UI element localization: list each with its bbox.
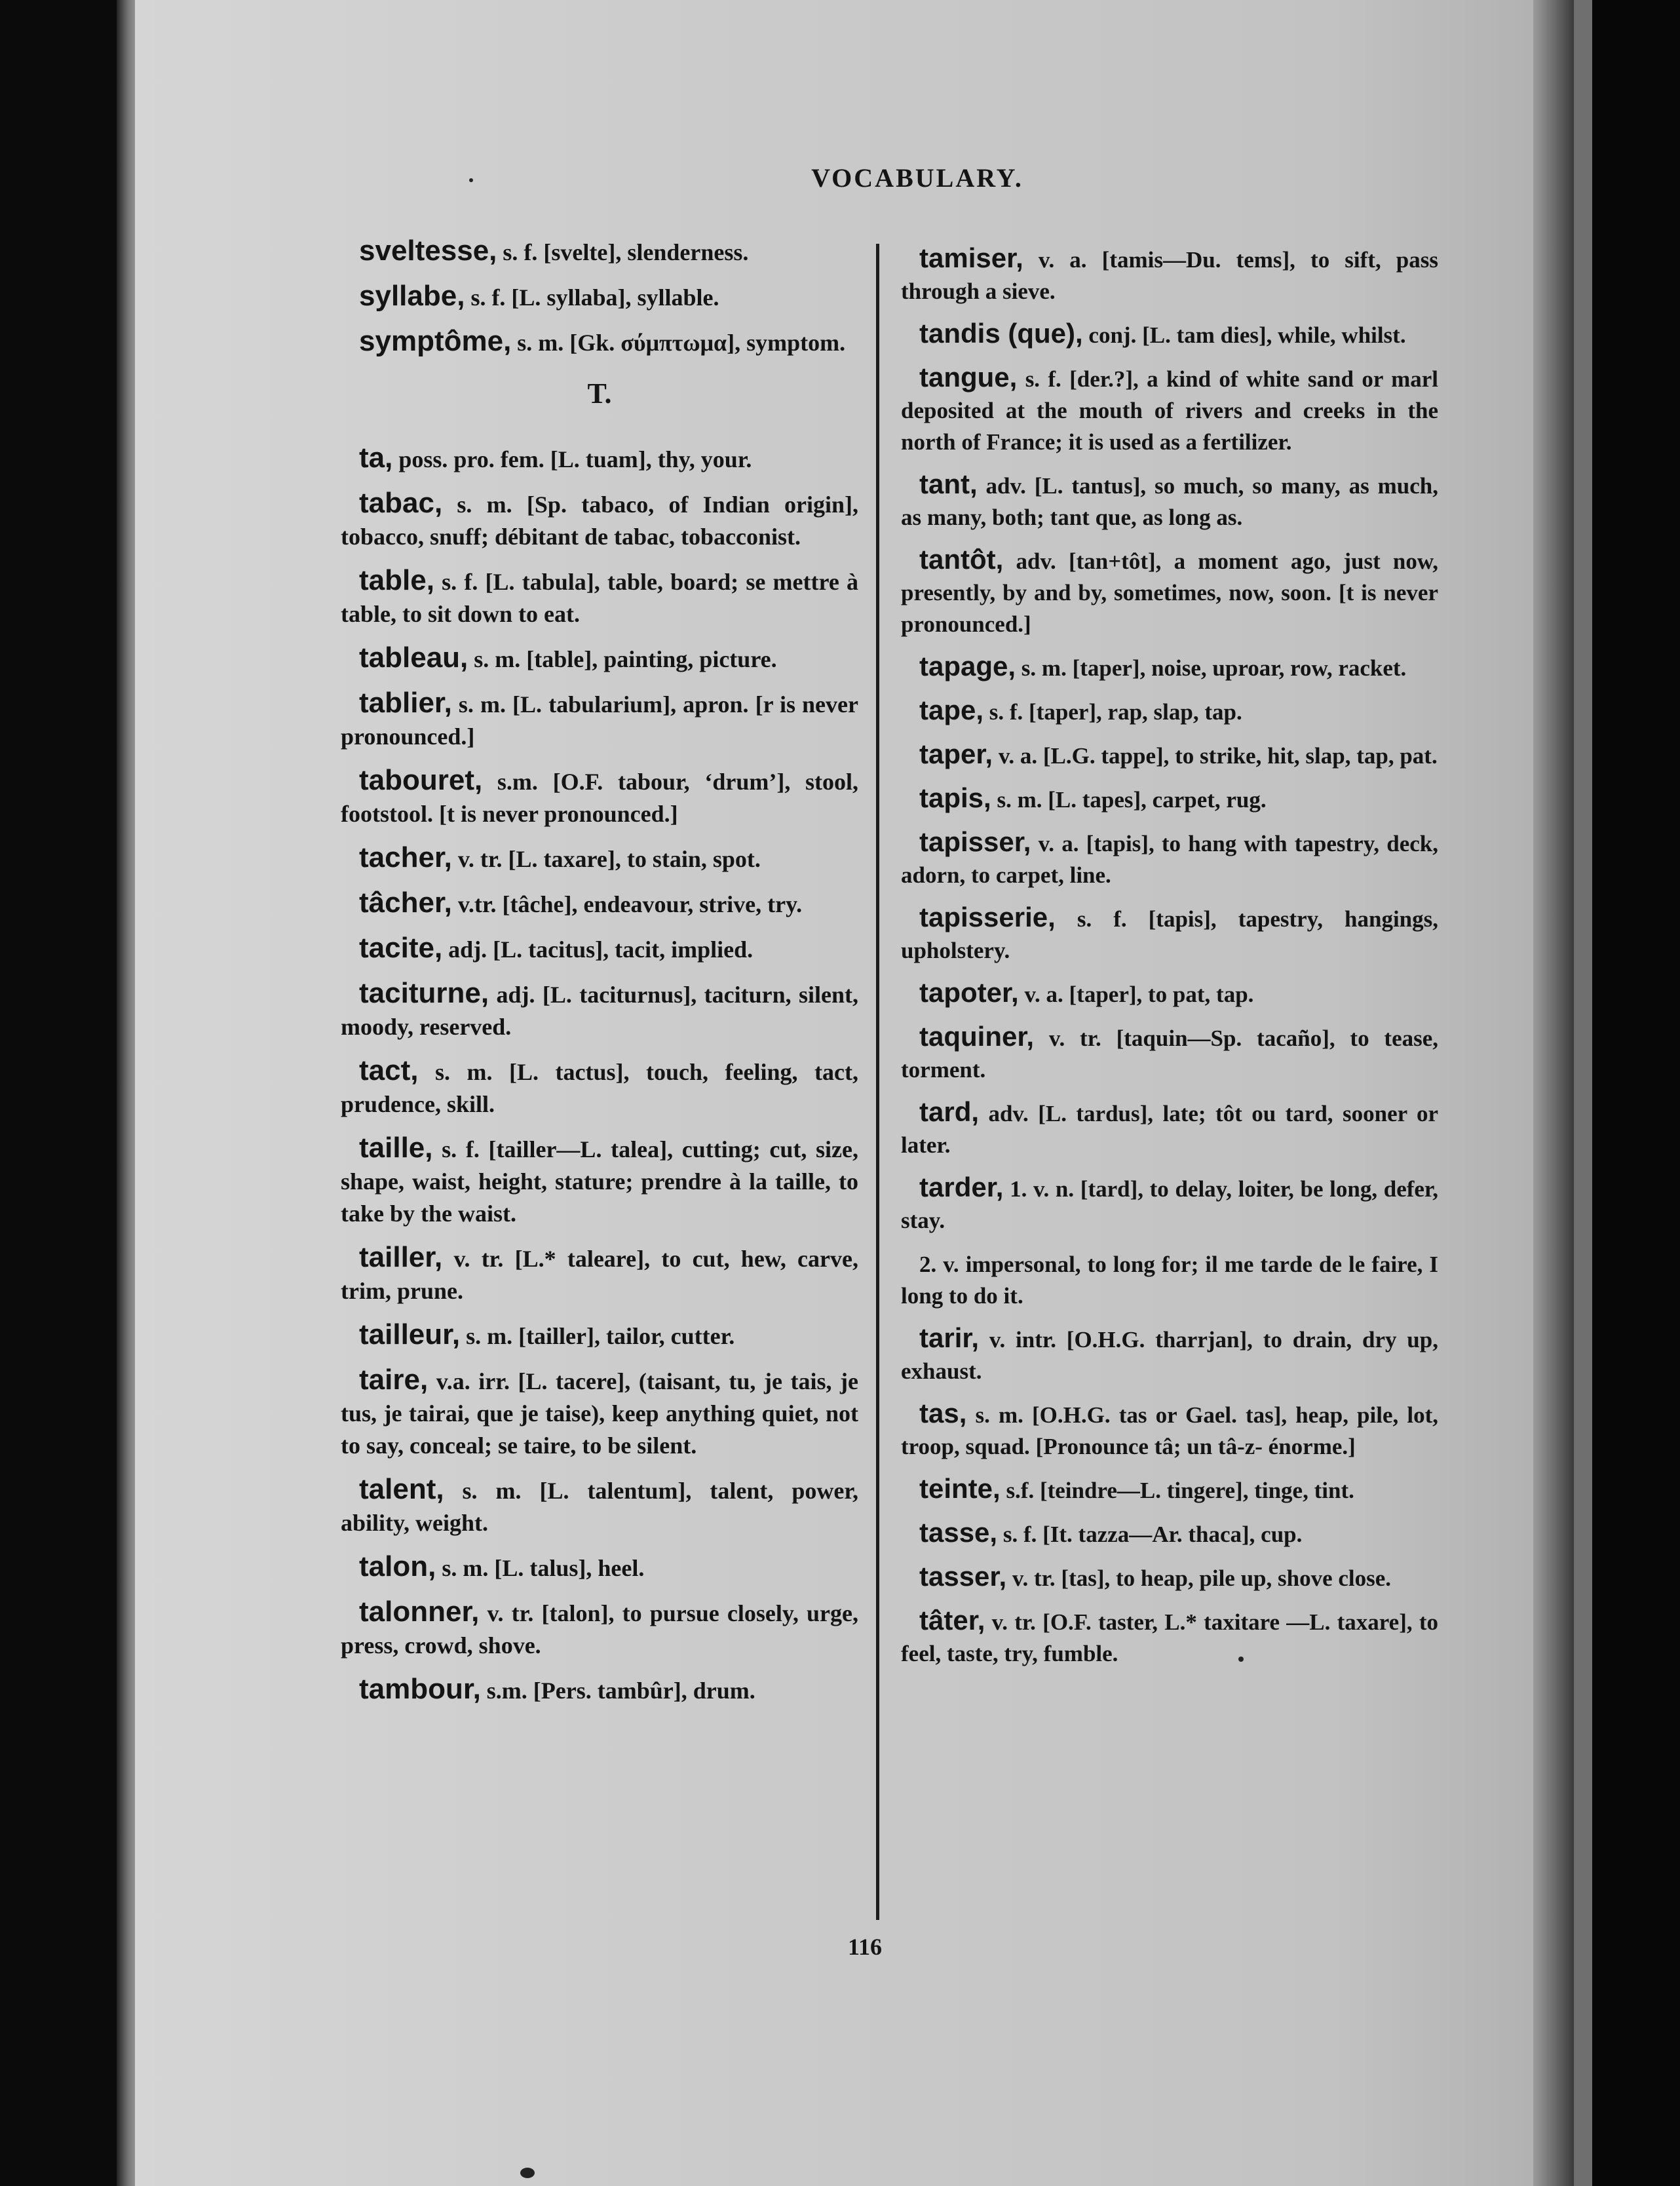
headword: tarder, (919, 1172, 1004, 1202)
headword: tapoter, (919, 977, 1019, 1008)
definition: v.a. irr. [L. tacere], (taisant, tu, je tais, je tus, je tairai, que je taise), keep anything quiet, not to say, conceal; se taire, to be silent. (341, 1368, 859, 1459)
dictionary-entry (341, 442, 858, 476)
definition: adj. [L. tacitus], tacit, implied. (448, 936, 754, 963)
dictionary-entry (341, 764, 858, 830)
headword: tape, (919, 695, 984, 725)
dictionary-entry (341, 887, 858, 921)
scan-margin (1592, 0, 1680, 2186)
paper-speck (1238, 1657, 1244, 1662)
definition: s. m. [table], painting, picture. (474, 646, 777, 672)
definition: s. m. [L. talus], heel. (442, 1555, 645, 1581)
dictionary-entry (901, 651, 1438, 684)
headword: tas, (919, 1398, 967, 1429)
dictionary-entry (341, 1318, 858, 1352)
definition: 1. v. n. [tard], to delay, loiter, be long, defer, stay. (901, 1176, 1439, 1233)
definition: v. tr. [O.F. taster, L.* taxitare —L. taxare], to feel, taste, try, fumble. (901, 1609, 1439, 1666)
dictionary-entry (901, 1473, 1438, 1506)
headword: tabac, (359, 487, 443, 519)
definition: s.m. [Pers. tambûr], drum. (486, 1678, 755, 1704)
definition: 2. v. impersonal, to long for; il me tarde de le faire, I long to do it. (901, 1252, 1438, 1309)
definition: s. m. [Gk. σύμπτωμα], symptom. (517, 330, 846, 356)
headword: syllabe, (359, 280, 465, 312)
headword: tapisserie, (919, 902, 1056, 932)
dictionary-entry (901, 1517, 1438, 1550)
headword: tapage, (919, 651, 1016, 681)
headword: tard, (919, 1096, 980, 1127)
dictionary-entry (341, 325, 858, 359)
headword: talent, (359, 1473, 444, 1505)
headword: tacite, (359, 932, 443, 964)
dictionary-entry (901, 318, 1438, 351)
dictionary-entry (341, 1550, 858, 1584)
dictionary-entry (341, 841, 858, 875)
dictionary-entry (901, 1322, 1438, 1387)
definition: v. tr. [taquin—Sp. tacaño], to tease, torment. (901, 1026, 1439, 1083)
definition: s. m. [O.H.G. tas or Gael. tas], heap, pile, lot, troop, squad. [Pronounce tâ; un tâ-z- énorme.] (901, 1402, 1439, 1459)
dictionary-entry (341, 1673, 858, 1707)
definition: v. a. [taper], to pat, tap. (1024, 982, 1254, 1007)
headword: tailleur, (359, 1318, 461, 1351)
definition: s. f. [tailler—L. talea], cutting; cut, size, shape, waist, height, stature; prendre à la taille, to take by the waist. (341, 1136, 859, 1227)
dictionary-entry (901, 1172, 1438, 1237)
dictionary-entry (341, 1132, 858, 1230)
definition: s. f. [der.?], a kind of white sand or marl deposited at the mouth of rivers and creeks in the north of France; it is used as a fertilizer. (901, 366, 1438, 455)
headword: tangue, (919, 362, 1018, 393)
headword: tamiser, (919, 242, 1023, 273)
definition: v. a. [tamis—Du. tems], to sift, pass through a sieve. (901, 247, 1439, 304)
definition: s.f. [teindre—L. tingere], tinge, tint. (1006, 1478, 1354, 1503)
letter-heading: T. (587, 377, 612, 410)
definition: adv. [tan+tôt], a moment ago, just now, presently, by and by, sometimes, now, soon. [t is never pronounced.] (901, 548, 1438, 637)
binding-shadow (1533, 0, 1574, 2186)
definition: poss. pro. fem. [L. tuam], thy, your. (398, 446, 752, 472)
dictionary-entry (901, 1605, 1438, 1670)
headword: taper, (919, 738, 993, 769)
definition: v. tr. [L. taxare], to stain, spot. (457, 846, 761, 872)
definition: s. m. [Sp. tabaco, of Indian origin], tobacco, snuff; débitant de tabac, tobacconist. (341, 491, 858, 550)
headword: taquiner, (919, 1021, 1035, 1052)
headword: tambour, (359, 1673, 481, 1705)
definition: s. f. [tapis], tapestry, hangings, upholstery. (901, 906, 1439, 963)
headword: talonner, (359, 1596, 480, 1628)
definition: v.tr. [tâche], endeavour, strive, try. (457, 891, 803, 917)
dictionary-entry-sense (901, 1247, 1438, 1312)
definition: v. a. [L.G. tappe], to strike, hit, slap, tap, pat. (998, 743, 1438, 769)
left-column (341, 235, 858, 1718)
headword: tablier, (359, 687, 452, 719)
definition: v. tr. [tas], to heap, pile up, shove close. (1012, 1565, 1392, 1591)
definition: adv. [L. tardus], late; tôt ou tard, sooner or later. (901, 1101, 1438, 1158)
headword: taille, (359, 1132, 433, 1164)
headword: taire, (359, 1364, 429, 1396)
headword: taciturne, (359, 977, 489, 1009)
dictionary-entry (341, 932, 858, 966)
dictionary-entry (341, 1473, 858, 1539)
headword: sveltesse, (359, 235, 497, 267)
headword: ta, (359, 442, 393, 474)
column-rule (876, 244, 879, 1920)
definition: s. f. [svelte], slenderness. (503, 239, 749, 265)
definition: s. f. [L. syllaba], syllable. (470, 284, 719, 311)
dictionary-entry (901, 695, 1438, 728)
dictionary-entry (341, 280, 858, 314)
headword: symptôme, (359, 325, 512, 357)
running-head: VOCABULARY. (811, 163, 1023, 193)
headword: tandis (que), (919, 318, 1083, 349)
dictionary-entry (901, 1398, 1438, 1463)
dictionary-entry (901, 1561, 1438, 1594)
headword: table, (359, 564, 434, 596)
definition: v. intr. [O.H.G. tharrjan], to drain, dry up, exhaust. (901, 1327, 1438, 1384)
headword: teinte, (919, 1473, 1001, 1504)
definition: s. m. [L. tabularium], apron. [r is never pronounced.] (341, 691, 858, 750)
page-number: 116 (847, 1934, 882, 1960)
headword: tant, (919, 469, 978, 499)
dictionary-entry (901, 902, 1438, 967)
dictionary-entry (341, 1596, 858, 1662)
headword: tapis, (919, 782, 991, 813)
definition: s. m. [L. talentum], talent, power, ability, weight. (341, 1478, 859, 1536)
definition: v. a. [tapis], to hang with tapestry, deck, adorn, to carpet, line. (901, 831, 1438, 888)
dictionary-entry (341, 1054, 858, 1121)
headword: tarir, (919, 1322, 980, 1353)
headword: tailler, (359, 1241, 443, 1273)
headword: tantôt, (919, 544, 1004, 575)
definition: s. m. [tailler], tailor, cutter. (466, 1323, 735, 1349)
paper-speck (520, 2168, 535, 2178)
definition: v. tr. [talon], to pursue closely, urge, press, crowd, shove. (341, 1600, 858, 1659)
definition: s. f. [taper], rap, slap, tap. (989, 699, 1242, 725)
dictionary-entry (901, 544, 1438, 640)
dictionary-entry (341, 687, 858, 753)
dictionary-entry (901, 1096, 1438, 1161)
definition: conj. [L. tam dies], while, whilst. (1088, 322, 1406, 348)
dictionary-entry (901, 977, 1438, 1010)
dictionary-entry (341, 235, 858, 269)
definition: s. m. [L. tactus], touch, feeling, tact, prudence, skill. (341, 1059, 858, 1117)
definition: s. m. [L. tapes], carpet, rug. (997, 787, 1267, 813)
headword: tâcher, (359, 887, 452, 919)
headword: tabouret, (359, 764, 483, 796)
headword: talon, (359, 1550, 436, 1582)
headword: tasse, (919, 1517, 998, 1548)
headword: tableau, (359, 642, 468, 674)
dictionary-entry (901, 469, 1438, 533)
definition: s. f. [It. tazza—Ar. thaca], cup. (1002, 1522, 1303, 1547)
definition: adv. [L. tantus], so much, so many, as much, as many, both; tant que, as long as. (901, 473, 1439, 530)
headword: tact, (359, 1054, 419, 1086)
definition: s. m. [taper], noise, uproar, row, racket. (1021, 655, 1407, 681)
definition: s. f. [L. tabula], table, board; se mettre à table, to sit down to eat. (341, 569, 858, 627)
dictionary-entry (901, 782, 1438, 816)
headword: tacher, (359, 841, 452, 873)
dictionary-entry (341, 564, 858, 630)
dictionary-entry (901, 738, 1438, 772)
dictionary-entry (341, 1364, 858, 1462)
dictionary-entry (901, 1021, 1438, 1086)
definition: adj. [L. taciturnus], taciturn, silent, moody, reserved. (341, 982, 858, 1040)
right-column (901, 242, 1438, 1680)
next-page-edge (1574, 0, 1592, 2186)
dictionary-entry (341, 977, 858, 1043)
definition: s.m. [O.F. tabour, ‘drum’], stool, footstool. [t is never pronounced.] (341, 769, 859, 827)
dictionary-entry (341, 1241, 858, 1307)
dictionary-entry (341, 487, 858, 553)
paper-speck (469, 178, 473, 182)
definition: v. tr. [L.* taleare], to cut, hew, carve, trim, prune. (341, 1246, 858, 1304)
dictionary-entry (901, 826, 1438, 891)
dictionary-entry (901, 362, 1438, 458)
headword: tâter, (919, 1605, 985, 1636)
headword: tasser, (919, 1561, 1007, 1592)
dictionary-entry (341, 642, 858, 676)
dictionary-entry (901, 242, 1438, 307)
headword: tapisser, (919, 826, 1031, 857)
